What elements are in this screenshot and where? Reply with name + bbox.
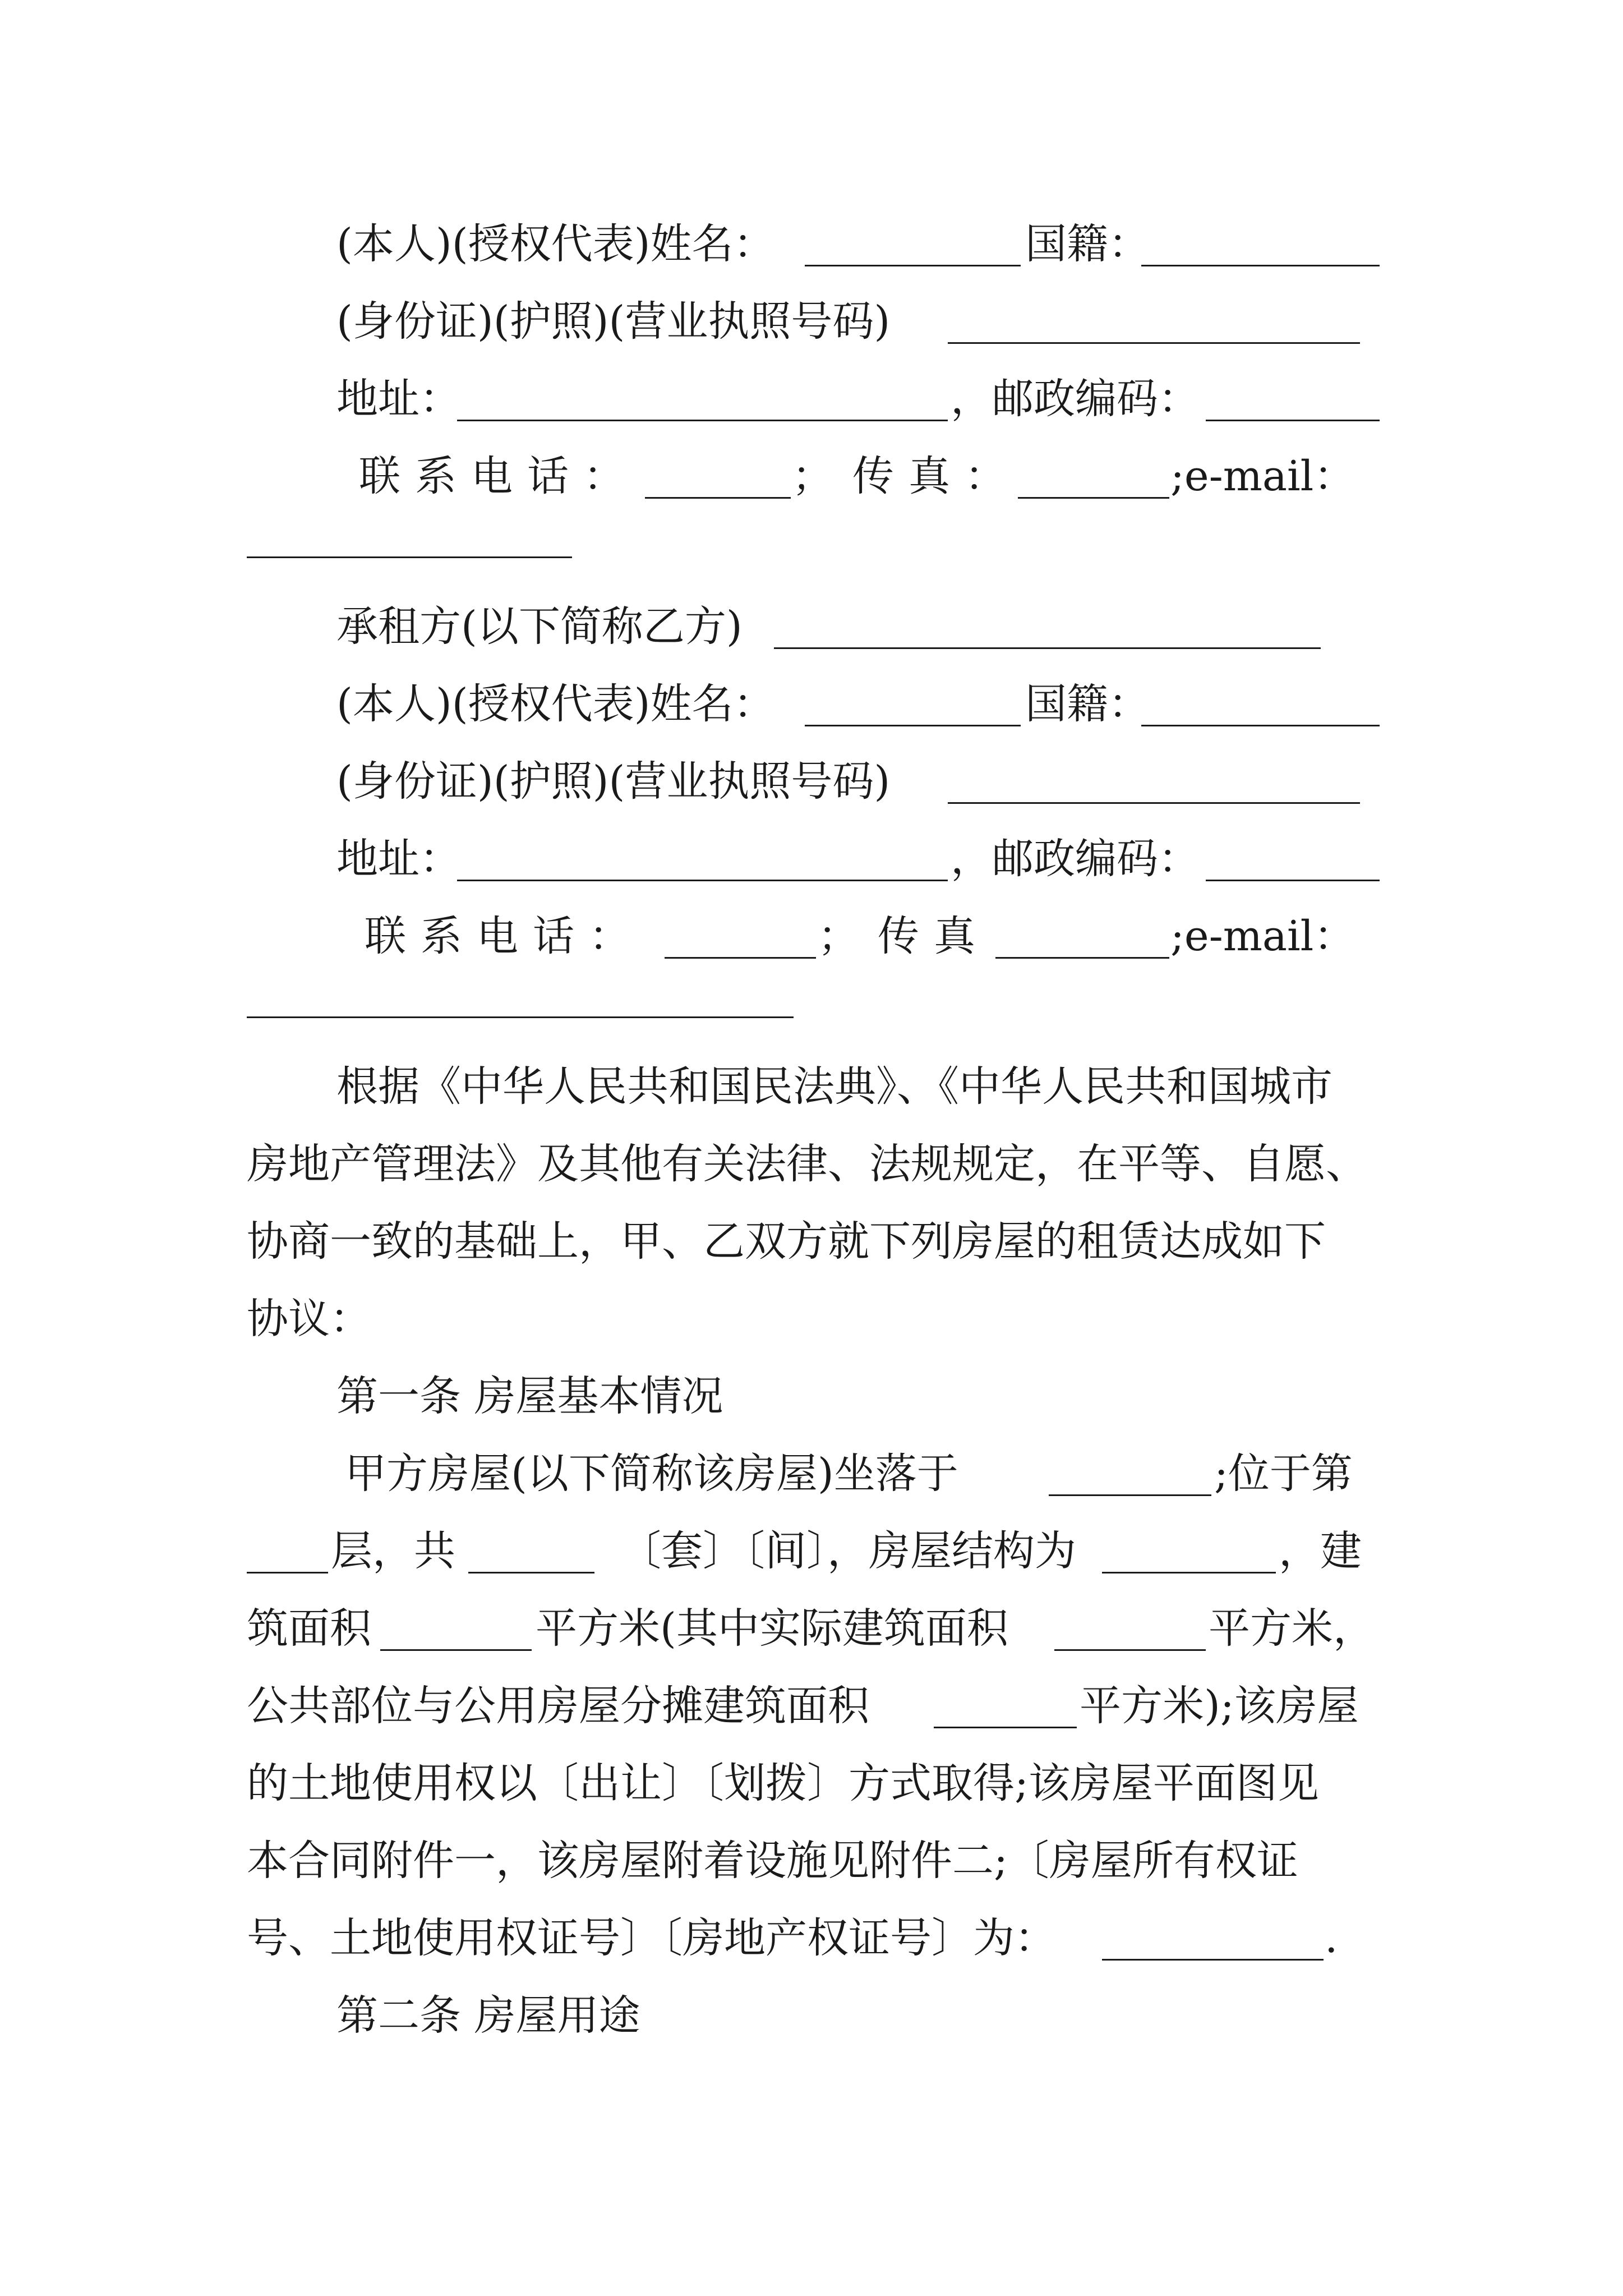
- article1-structure-label: 〔套〕〔间〕，房屋结构为: [620, 1527, 1076, 1575]
- article1-total-label: 层，共: [331, 1527, 455, 1575]
- lessee-name-blank[interactable]: [805, 725, 1021, 726]
- lessor-address-line: [0, 368, 1623, 430]
- lessor-id-blank[interactable]: [948, 342, 1360, 344]
- lessor-email-line: [0, 505, 1623, 567]
- lessee-fax-blank[interactable]: [995, 957, 1169, 959]
- article2-heading: 第二条 房屋用途: [336, 1991, 640, 2040]
- preamble-line: [0, 1056, 1623, 1117]
- lessee-address-blank[interactable]: [457, 880, 948, 881]
- lessor-address-label: 地址：: [336, 375, 461, 423]
- article1-floor-label: ;位于第: [1214, 1450, 1353, 1498]
- preamble-text: 协议：: [247, 1295, 371, 1343]
- article1-line-6: [0, 1830, 1623, 1892]
- article1-area-label: 筑面积: [247, 1604, 371, 1653]
- lessee-phone-label: 联系电话：: [365, 912, 645, 960]
- lessee-phone-line: [0, 905, 1623, 967]
- lessor-email-label: ;e-mail：: [1170, 452, 1355, 500]
- lessee-id-label: (身份证)(护照)(营业执照号码): [336, 757, 891, 806]
- location-blank[interactable]: [1049, 1494, 1211, 1496]
- lessor-phone-blank[interactable]: [645, 497, 791, 499]
- lessee-phone-blank[interactable]: [665, 957, 816, 959]
- article1-shared-area-tail: 平方米);该房屋: [1080, 1682, 1359, 1730]
- article1-line-7: [0, 1907, 1623, 1969]
- lessee-phone-separator: ；: [818, 912, 874, 960]
- lessee-title-blank[interactable]: [774, 647, 1321, 649]
- lessee-nationality-blank[interactable]: [1141, 725, 1380, 726]
- lessee-postcode-label: ，邮政编码：: [951, 835, 1200, 883]
- lessor-name-line: [0, 213, 1623, 275]
- lessor-nationality-label: 国籍：: [1025, 220, 1150, 268]
- lessor-fax-label: 传真：: [852, 452, 1021, 500]
- lessor-postcode-blank[interactable]: [1206, 420, 1380, 421]
- certificate-number-blank[interactable]: [1102, 1959, 1324, 1961]
- lessee-id-blank[interactable]: [948, 802, 1360, 804]
- article1-area-start: ，建: [1279, 1527, 1362, 1575]
- article1-location-label: 甲方房屋(以下简称该房屋)坐落于: [345, 1450, 958, 1498]
- lessor-name-label: (本人)(授权代表)姓名：: [336, 220, 775, 268]
- article1-shared-area-label: 公共部位与公用房屋分摊建筑面积: [247, 1682, 869, 1730]
- lessee-postcode-blank[interactable]: [1206, 880, 1380, 881]
- lessor-id-line: [0, 291, 1623, 352]
- article1-text: 本合同附件一，该房屋附着设施见附件二;〔房屋所有权证: [247, 1837, 1298, 1885]
- lessee-name-label: (本人)(授权代表)姓名：: [336, 680, 775, 728]
- lessee-fax-label: 传真: [878, 912, 990, 960]
- floor-blank[interactable]: [247, 1572, 328, 1573]
- lessee-nationality-label: 国籍：: [1025, 680, 1150, 728]
- article2-heading-line: [0, 1985, 1623, 2046]
- article1-heading-line: [0, 1365, 1623, 1427]
- article1-actual-area-label: 平方米(其中实际建筑面积: [536, 1604, 1008, 1653]
- lessee-title: 承租方(以下简称乙方): [336, 602, 743, 651]
- structure-blank[interactable]: [1102, 1572, 1276, 1573]
- preamble-line: [0, 1133, 1623, 1195]
- article1-line-5: [0, 1752, 1623, 1814]
- lessor-phone-separator: ；: [792, 452, 848, 500]
- lessee-email-label: ;e-mail：: [1170, 912, 1355, 960]
- lessor-phone-line: [0, 445, 1623, 507]
- preamble-text: 房地产管理法》及其他有关法律、法规规定，在平等、自愿、: [247, 1140, 1367, 1188]
- actual-area-blank[interactable]: [1054, 1649, 1206, 1651]
- lessee-email-blank[interactable]: [247, 1016, 794, 1018]
- building-area-blank[interactable]: [380, 1649, 532, 1651]
- preamble-line: [0, 1288, 1623, 1350]
- lessee-id-line: [0, 751, 1623, 812]
- preamble-text: 协商一致的基础上，甲、乙双方就下列房屋的租赁达成如下: [247, 1217, 1326, 1266]
- units-blank[interactable]: [468, 1572, 594, 1573]
- article1-line-3: [0, 1598, 1623, 1659]
- lessor-nationality-blank[interactable]: [1141, 265, 1380, 266]
- lessor-address-blank[interactable]: [457, 420, 948, 421]
- lessor-postcode-label: ，邮政编码：: [951, 375, 1200, 423]
- article1-line-1: [0, 1443, 1623, 1504]
- lessee-title-line: [0, 596, 1623, 657]
- lessor-fax-blank[interactable]: [1018, 497, 1169, 499]
- article1-text: 的土地使用权以〔出让〕〔划拨〕方式取得;该房屋平面图见: [247, 1759, 1319, 1807]
- article1-heading: 第一条 房屋基本情况: [336, 1372, 723, 1420]
- lessee-name-line: [0, 673, 1623, 735]
- lessee-email-line: [0, 965, 1623, 1027]
- article1-line-2: [0, 1520, 1623, 1582]
- article1-line-4: [0, 1675, 1623, 1737]
- lessor-phone-label: 联系电话：: [359, 452, 639, 500]
- lessee-address-line: [0, 828, 1623, 890]
- preamble-line: [0, 1211, 1623, 1272]
- article1-sqm-label: 平方米，: [1209, 1604, 1375, 1653]
- preamble-text: 根据《中华人民共和国民法典》、《中华人民共和国城市: [336, 1062, 1332, 1111]
- shared-area-blank[interactable]: [934, 1727, 1077, 1728]
- lessor-id-label: (身份证)(护照)(营业执照号码): [336, 297, 891, 346]
- lessor-email-blank[interactable]: [247, 556, 572, 558]
- lessor-name-blank[interactable]: [805, 265, 1021, 266]
- article1-period: .: [1325, 1914, 1338, 1962]
- article1-cert-label: 号、土地使用权证号〕〔房地产权证号〕为：: [247, 1914, 1056, 1962]
- lessee-address-label: 地址：: [336, 835, 461, 883]
